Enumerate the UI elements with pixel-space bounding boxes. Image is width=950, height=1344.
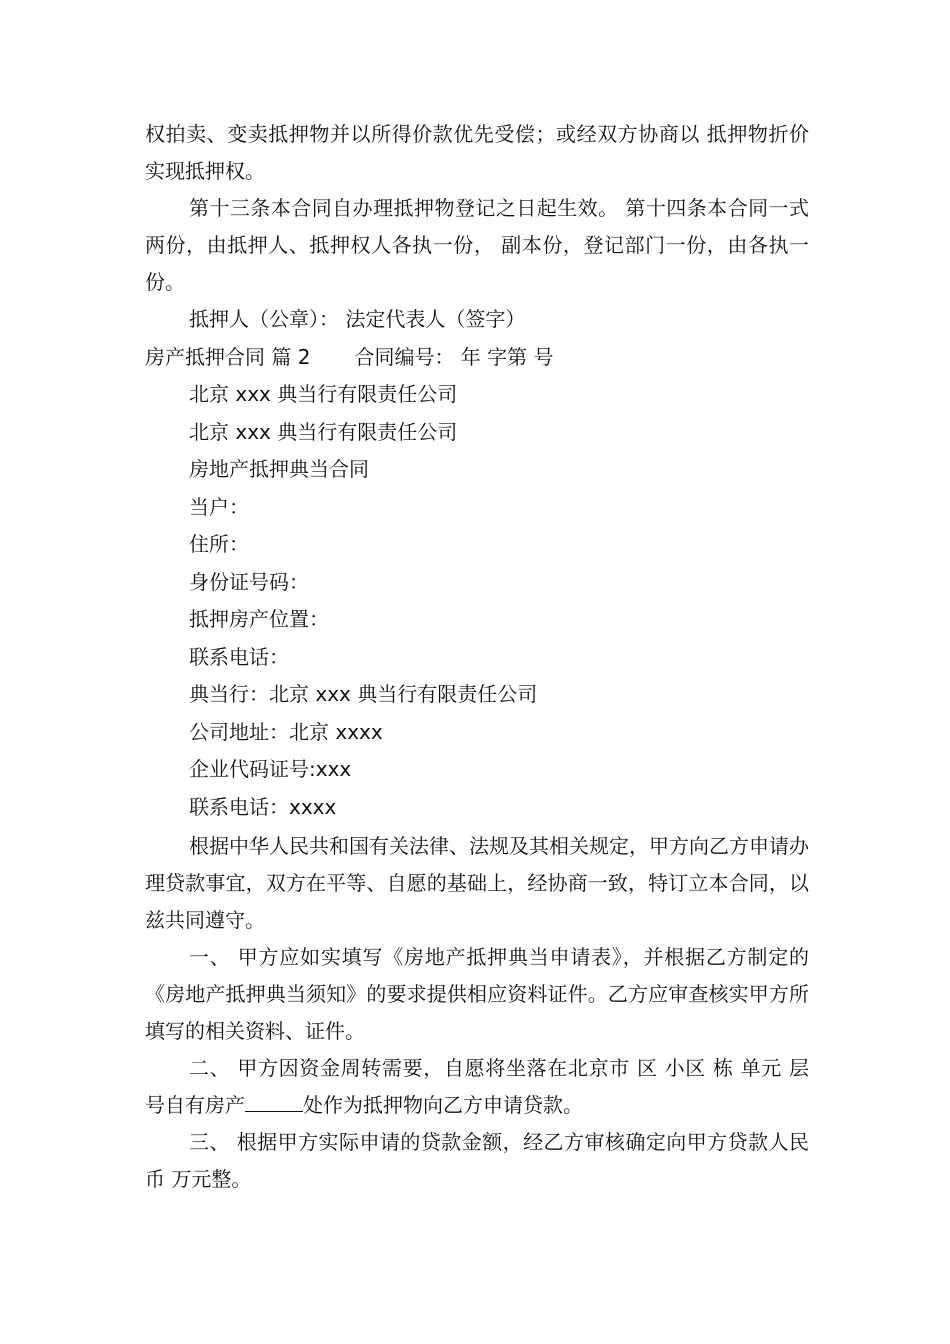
- field-pawner: 当户：: [189, 494, 249, 519]
- paragraph-intro: 根据中华人民共和国有关法律、法规及其相关规定，甲方向乙方申请办理贷款事宜，双方在平等、自愿的基础上，经协商一致，特订立本合同，以兹共同遵守。: [145, 834, 809, 932]
- field-property-location: 抵押房产位置：: [189, 607, 329, 631]
- field-address: 住所：: [189, 532, 249, 556]
- contract-number: 合同编号： 年 字第 号: [354, 344, 554, 369]
- field-phone: 联系电话：: [189, 644, 289, 669]
- clause-3: 三、 根据甲方实际申请的贷款金额，经乙方审核确定向甲方贷款人民币 万元整。: [145, 1130, 809, 1191]
- document-body: [145, 116, 809, 1198]
- clause-2-text-after: 处作为抵押物向乙方申请贷款。: [303, 1093, 583, 1117]
- paragraph-article-13-14: 第十三条本合同自办理抵押物登记之日起生效。 第十四条本合同一式两份，由抵押人、抵押权人各执一份， 副本份，登记部门一份，由各执一份。: [145, 196, 809, 294]
- contract-title: 房地产抵押典当合同: [189, 457, 369, 481]
- company-name-line: 北京 xxx 典当行有限责任公司: [189, 382, 458, 406]
- fill-in-blank: [245, 1093, 303, 1112]
- clause-2: [145, 1050, 809, 1124]
- field-company-address: 公司地址：北京 xxxx: [189, 719, 383, 744]
- field-id-number: 身份证号码：: [189, 569, 309, 594]
- field-company-phone: 联系电话：xxxx: [189, 794, 337, 819]
- field-pawnshop: 典当行：北京 xxx 典当行有限责任公司: [189, 682, 538, 706]
- clause-2-text-before: 二、 甲方因资金周转需要，自愿将坐落在北京市 区 小区 栋 单元 层 号自有房产: [145, 1056, 809, 1117]
- company-name-line: 北京 xxx 典当行有限责任公司: [189, 419, 458, 444]
- field-enterprise-code: 企业代码证号:xxx: [189, 757, 352, 781]
- section-title: 房产抵押合同 篇 2: [145, 344, 311, 369]
- signature-line: 抵押人（公章）： 法定代表人（签字）: [189, 307, 526, 331]
- paragraph-continuation: 权拍卖、变卖抵押物并以所得价款优先受偿；或经双方协商以 抵押物折价实现抵押权。: [145, 122, 809, 183]
- section-heading: [145, 339, 809, 377]
- clause-1: 一、 甲方应如实填写《房地产抵押典当申请表》，并根据乙方制定的《房地产抵押典当须知》的要求提供相应资料证件。乙方应审查核实甲方所填写的相关资料、证件。: [145, 945, 809, 1043]
